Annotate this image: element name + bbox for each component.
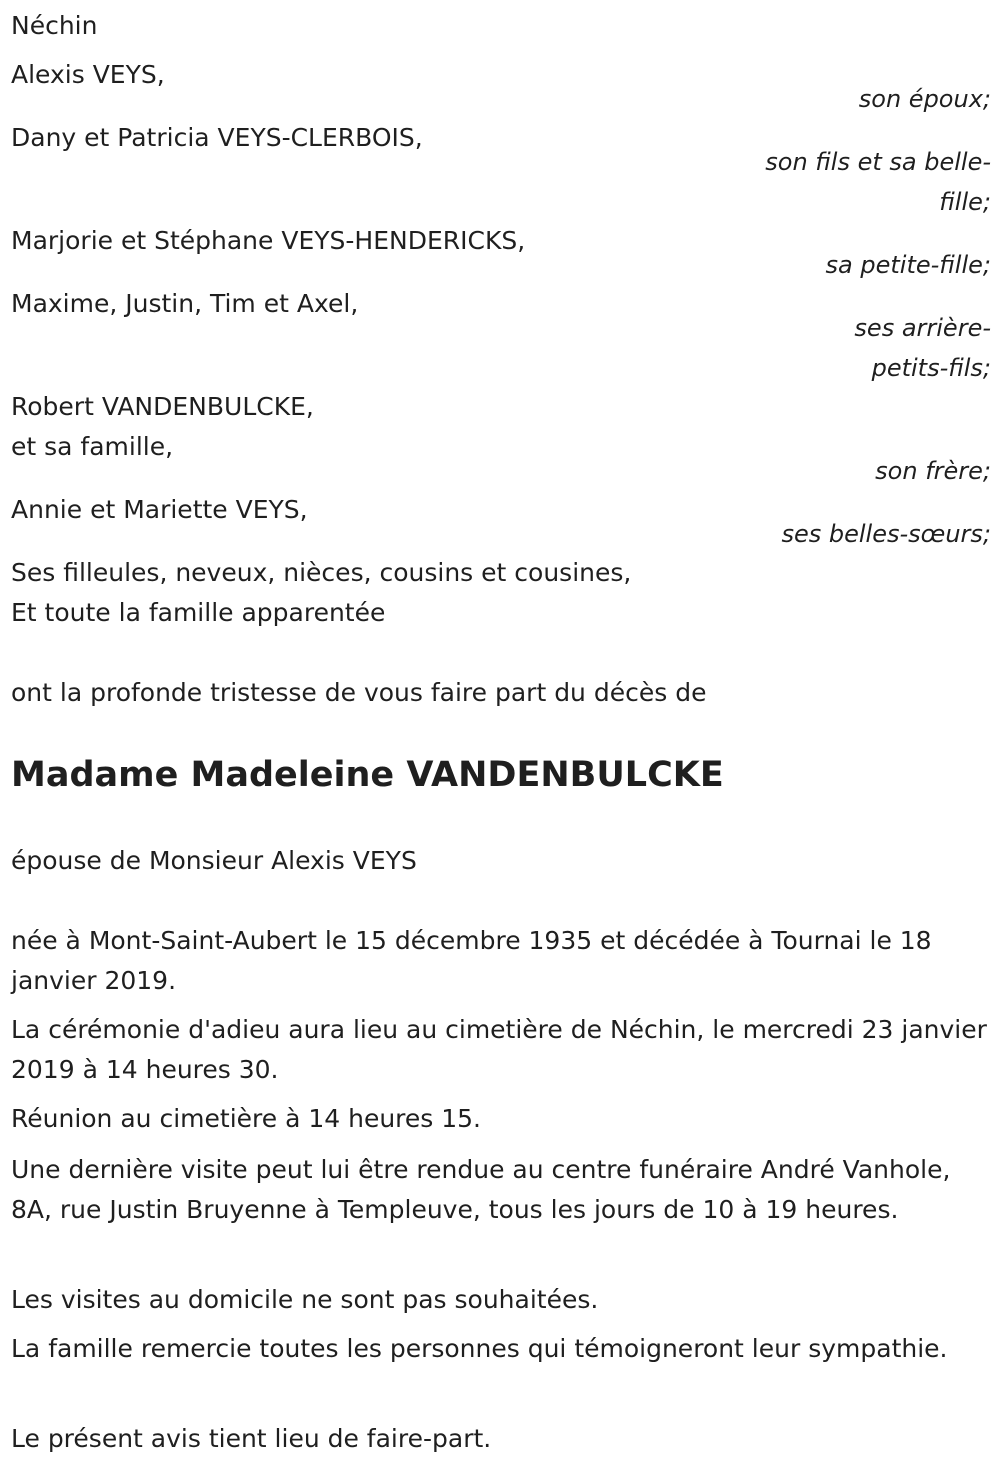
thanks-message: La famille remercie toutes les personnes qui témoigneront leur sympathie. xyxy=(11,1334,948,1363)
mourner-role: ses arrière-petits-fils; xyxy=(854,314,991,382)
mourner-name: Alexis VEYS, xyxy=(11,60,165,89)
mourner-name: Dany et Patricia VEYS-CLERBOIS, xyxy=(11,123,423,152)
mourner-name: Marjorie et Stéphane VEYS-HENDERICKS, xyxy=(11,226,526,255)
mourner-name: Annie et Mariette VEYS, xyxy=(11,495,308,524)
mourner-role: son fils et sa belle-fille; xyxy=(765,148,991,216)
mourner-name: Robert VANDENBULCKE, xyxy=(11,392,314,421)
spouse-line: épouse de Monsieur Alexis VEYS xyxy=(11,846,417,875)
mourner-role: son frère; xyxy=(875,457,991,485)
announcement-text: ont la profonde tristesse de vous faire part du décès de xyxy=(11,678,707,707)
gathering-details: Réunion au cimetière à 14 heures 15. xyxy=(11,1104,482,1133)
extended-family-line: Ses filleules, neveux, nièces, cousins et cousines, xyxy=(11,558,632,587)
home-visit-notice: Les visites au domicile ne sont pas souhaitées. xyxy=(11,1285,599,1314)
mourner-role: son époux; xyxy=(858,85,991,113)
extended-family-line: Et toute la famille apparentée xyxy=(11,598,386,627)
location: Néchin xyxy=(11,11,98,40)
visit-details: Une dernière visite peut lui être rendue au centre funéraire André Vanhole, 8A, rue Justin Bruyenne à Templeuve, tous les jours de 10 à 19 heures. xyxy=(11,1155,951,1224)
mourner-role: sa petite-fille; xyxy=(825,251,991,279)
birth-death-details: née à Mont-Saint-Aubert le 15 décembre 1935 et décédée à Tournai le 18 janvier 2019. xyxy=(11,926,932,995)
mourner-name: Maxime, Justin, Tim et Axel, xyxy=(11,289,359,318)
notice-statement: Le présent avis tient lieu de faire-part. xyxy=(11,1424,492,1453)
mourner-name-continued: et sa famille, xyxy=(11,432,174,461)
mourner-role: ses belles-sœurs; xyxy=(781,520,991,548)
deceased-name: Madame Madeleine VANDENBULCKE xyxy=(11,755,724,795)
ceremony-details: La cérémonie d'adieu aura lieu au cimetière de Néchin, le mercredi 23 janvier 2019 à 14 heures 30. xyxy=(11,1015,987,1084)
